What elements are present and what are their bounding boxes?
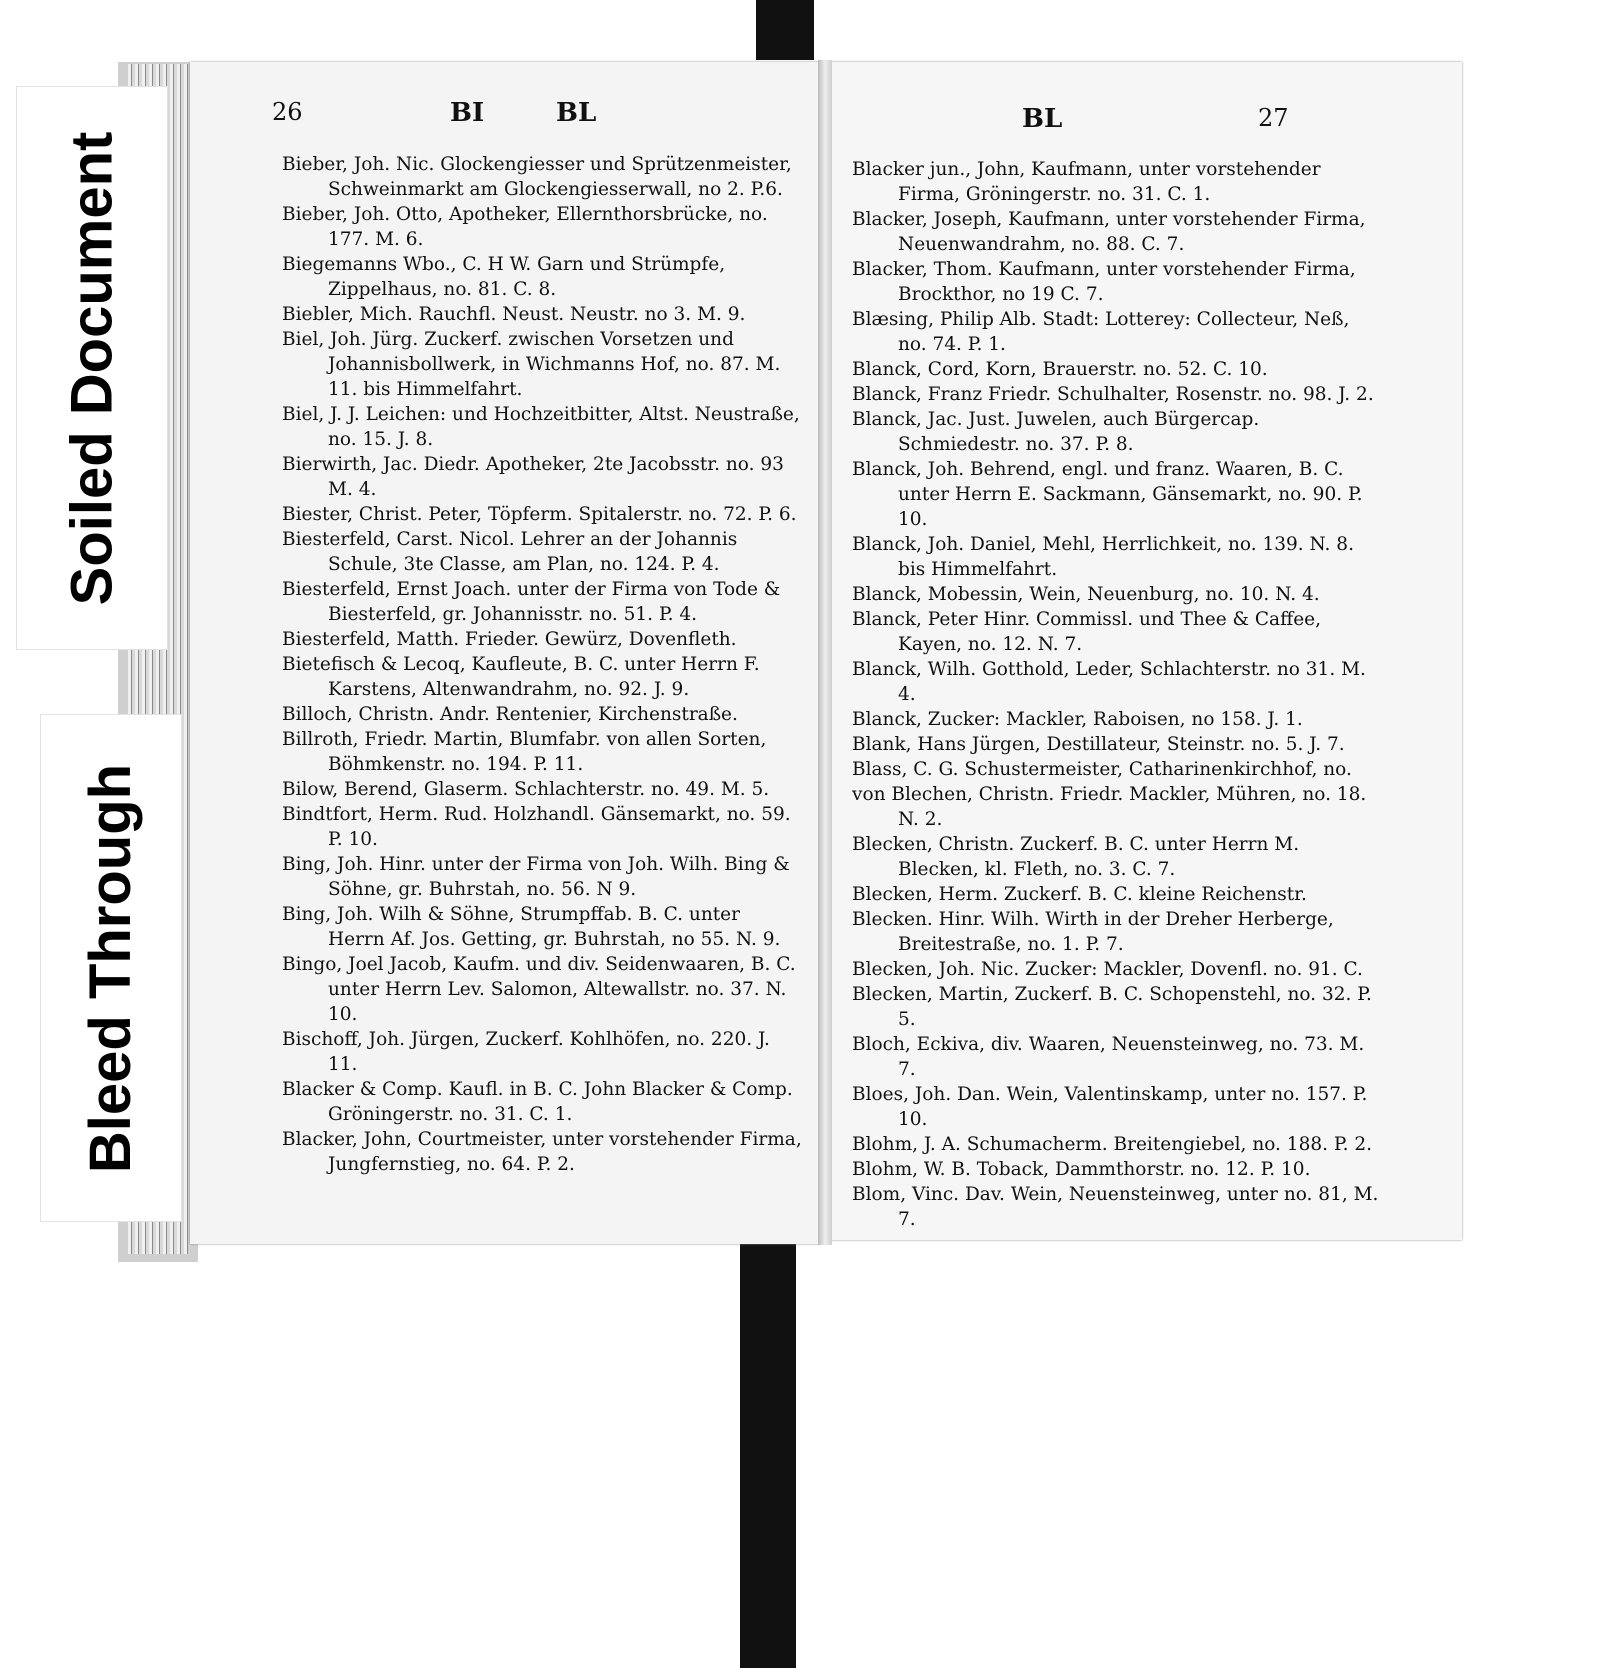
directory-entry: Blanck, Cord, Korn, Brauerstr. no. 52. C. 10. (852, 359, 1268, 380)
directory-entry: Biel, Joh. Jürg. Zuckerf. zwischen Vorsetzen und Johannisbollwerk, in Wichmanns Hof, no. 87. M. 11. bis Himmelfahrt. (282, 329, 781, 400)
directory-entry: Biester, Christ. Peter, Töpferm. Spitalerstr. no. 72. P. 6. (282, 504, 797, 525)
directory-entry: Blanck, Jac. Just. Juwelen, auch Bürgercap. Schmiedestr. no. 37. P. 8. (852, 409, 1260, 455)
left-entry-list (282, 152, 802, 1177)
directory-entry: Blanck, Joh. Daniel, Mehl, Herrlichkeit, no. 139. N. 8. bis Himmelfahrt. (852, 534, 1354, 580)
right-entry-list (852, 157, 1382, 1232)
left-header-bl: BL (556, 98, 597, 128)
directory-entry: Biesterfeld, Matth. Frieder. Gewürz, Dovenfleth. (282, 629, 737, 650)
directory-entry: Blohm, W. B. Toback, Dammthorstr. no. 12. P. 10. (852, 1159, 1311, 1180)
directory-entry: Bieber, Joh. Nic. Glockengiesser und Sprützenmeister, Schweinmarkt am Glockengiesserwall, no 2. P.6. (282, 154, 792, 200)
directory-entry: Bingo, Joel Jacob, Kaufm. und div. Seidenwaaren, B. C. unter Herrn Lev. Salomon, Altewallstr. no. 37. N. 10. (282, 954, 796, 1025)
directory-entry: Blanck, Wilh. Gotthold, Leder, Schlachterstr. no 31. M. 4. (852, 659, 1366, 705)
directory-entry: Blecken, Christn. Zuckerf. B. C. unter Herrn M. Blecken, kl. Fleth, no. 3. C. 7. (852, 834, 1300, 880)
directory-entry: Blacker, Joseph, Kaufmann, unter vorstehender Firma, Neuenwandrahm, no. 88. C. 7. (852, 209, 1366, 255)
directory-entry: Blanck, Mobessin, Wein, Neuenburg, no. 10. N. 4. (852, 584, 1320, 605)
directory-entry: Blæsing, Philip Alb. Stadt: Lotterey: Collecteur, Neß, no. 74. P. 1. (852, 309, 1350, 355)
directory-entry: Blank, Hans Jürgen, Destillateur, Steinstr. no. 5. J. 7. (852, 734, 1345, 755)
directory-entry: Blacker, Thom. Kaufmann, unter vorstehender Firma, Brockthor, no 19 C. 7. (852, 259, 1356, 305)
directory-entry: Bloes, Joh. Dan. Wein, Valentinskamp, unter no. 157. P. 10. (852, 1084, 1368, 1130)
directory-entry: Bloch, Eckiva, div. Waaren, Neuensteinweg, no. 73. M. 7. (852, 1034, 1365, 1080)
directory-entry: Blohm, J. A. Schumacherm. Breitengiebel, no. 188. P. 2. (852, 1134, 1372, 1155)
directory-entry: Blanck, Peter Hinr. Commissl. und Thee & Caffee, Kayen, no. 12. N. 7. (852, 609, 1321, 655)
directory-entry: Blom, Vinc. Dav. Wein, Neuensteinweg, unter no. 81, M. 7. (852, 1184, 1379, 1230)
directory-entry: Billoch, Christn. Andr. Rentenier, Kirchenstraße. (282, 704, 738, 725)
directory-entry: Bilow, Berend, Glaserm. Schlachterstr. no. 49. M. 5. (282, 779, 770, 800)
directory-entry: Bietefisch & Lecoq, Kaufleute, B. C. unter Herrn F. Karstens, Altenwandrahm, no. 92. J. 9. (282, 654, 760, 700)
directory-entry: Biebler, Mich. Rauchfl. Neust. Neustr. no 3. M. 9. (282, 304, 746, 325)
directory-entry: Blecken, Martin, Zuckerf. B. C. Schopenstehl, no. 32. P. 5. (852, 984, 1372, 1030)
directory-entry: Blanck, Joh. Behrend, engl. und franz. Waaren, B. C. unter Herrn E. Sackmann, Gänsemarkt, no. 90. P. 10. (852, 459, 1363, 530)
binding-strip-top (756, 0, 814, 60)
bleed-through-text: Bleed Through (78, 763, 144, 1173)
directory-entry: Biel, J. J. Leichen: und Hochzeitbitter, Altst. Neustraße, no. 15. J. 8. (282, 404, 800, 450)
directory-entry: Blacker jun., John, Kaufmann, unter vorstehender Firma, Gröningerstr. no. 31. C. 1. (852, 159, 1321, 205)
directory-entry: Biesterfeld, Ernst Joach. unter der Firma von Tode & Biesterfeld, gr. Johannisstr. no. 51. P. 4. (282, 579, 781, 625)
directory-entry: Blecken, Herm. Zuckerf. B. C. kleine Reichenstr. (852, 884, 1307, 905)
directory-entry: Blacker & Comp. Kaufl. in B. C. John Blacker & Comp. Gröningerstr. no. 31. C. 1. (282, 1079, 793, 1125)
soiled-document-text: Soiled Document (59, 131, 125, 605)
directory-entry: Biesterfeld, Carst. Nicol. Lehrer an der Johannis Schule, 3te Classe, am Plan, no. 124. P. 4. (282, 529, 738, 575)
directory-entry: Bing, Joh. Hinr. unter der Firma von Joh. Wilh. Bing & Söhne, gr. Buhrstah, no. 56. N 9. (282, 854, 790, 900)
right-header-bl: BL (1022, 104, 1063, 134)
directory-entry: Blass, C. G. Schustermeister, Catharinenkirchhof, no. (852, 759, 1352, 780)
directory-entry: Blanck, Franz Friedr. Schulhalter, Rosenstr. no. 98. J. 2. (852, 384, 1374, 405)
binding-strip-bottom (740, 1238, 796, 1668)
directory-entry: Bierwirth, Jac. Diedr. Apotheker, 2te Jacobsstr. no. 93 M. 4. (282, 454, 784, 500)
right-page-number: 27 (1258, 104, 1289, 132)
left-page-number: 26 (272, 98, 303, 126)
page-fold (818, 60, 832, 1245)
directory-entry: Bindtfort, Herm. Rud. Holzhandl. Gänsemarkt, no. 59. P. 10. (282, 804, 791, 850)
directory-entry: Blecken, Joh. Nic. Zucker: Mackler, Dovenfl. no. 91. C. (852, 959, 1363, 980)
soiled-document-stamp (16, 86, 168, 650)
directory-entry: Biegemanns Wbo., C. H W. Garn und Strümpfe, Zippelhaus, no. 81. C. 8. (282, 254, 726, 300)
directory-entry: Blanck, Zucker: Mackler, Raboisen, no 158. J. 1. (852, 709, 1303, 730)
directory-entry: Billroth, Friedr. Martin, Blumfabr. von allen Sorten, Böhmkenstr. no. 194. P. 11. (282, 729, 767, 775)
directory-entry: Bieber, Joh. Otto, Apotheker, Ellernthorsbrücke, no. 177. M. 6. (282, 204, 768, 250)
left-header-bi: BI (450, 98, 485, 128)
directory-entry: Bing, Joh. Wilh & Söhne, Strumpffab. B. C. unter Herrn Af. Jos. Getting, gr. Buhrstah, no 55. N. 9. (282, 904, 781, 950)
directory-entry: Bischoff, Joh. Jürgen, Zuckerf. Kohlhöfen, no. 220. J. 11. (282, 1029, 770, 1075)
directory-entry: Blecken. Hinr. Wilh. Wirth in der Dreher Herberge, Breitestraße, no. 1. P. 7. (852, 909, 1334, 955)
directory-entry: von Blechen, Christn. Friedr. Mackler, Mühren, no. 18. N. 2. (852, 784, 1367, 830)
directory-entry: Blacker, John, Courtmeister, unter vorstehender Firma, Jungfernstieg, no. 64. P. 2. (282, 1129, 802, 1175)
bleed-through-stamp (40, 714, 182, 1222)
